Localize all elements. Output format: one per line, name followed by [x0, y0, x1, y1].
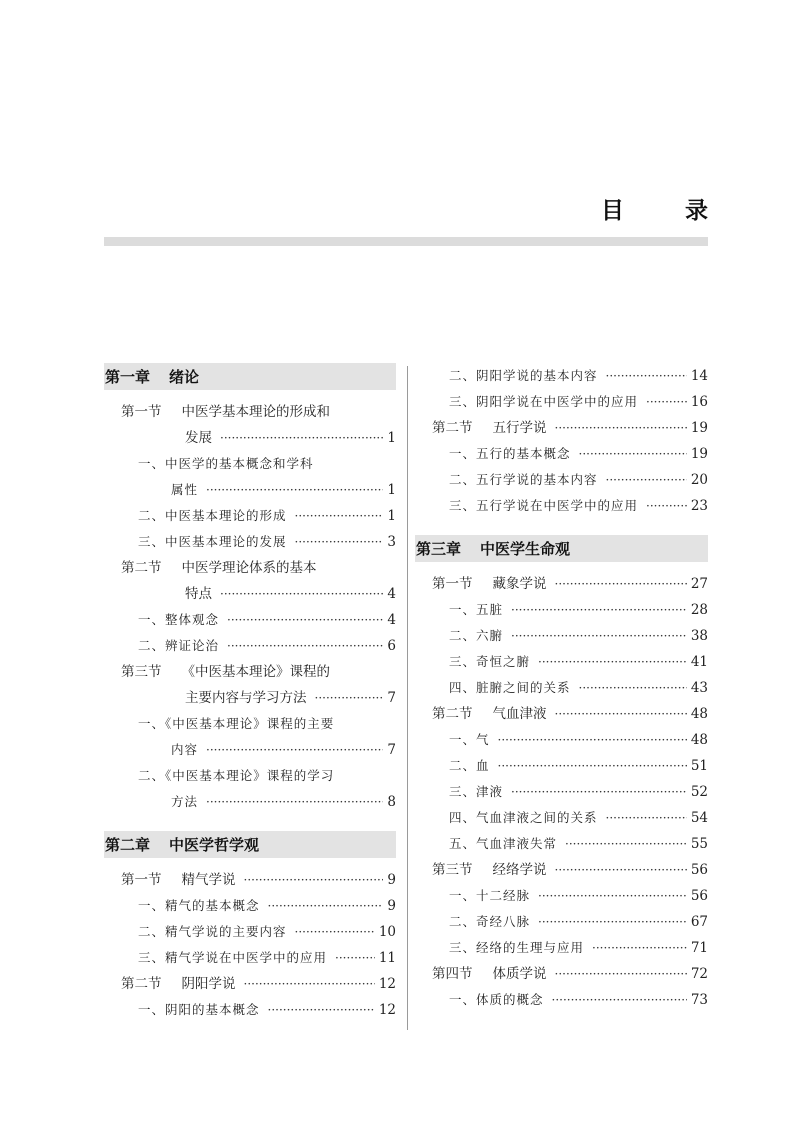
section-title: 经络学说: [492, 862, 547, 878]
entry-label: 方法: [171, 794, 199, 809]
entry-label: 一、十二经脉: [449, 888, 531, 903]
toc-section-entry[interactable]: [104, 399, 396, 425]
page-number: 19: [690, 446, 708, 462]
chapter-number: 第一章: [105, 368, 151, 386]
page-number: 71: [690, 940, 708, 956]
toc-section-entry[interactable]: [415, 415, 708, 441]
toc-entry[interactable]: [415, 493, 708, 519]
page-number: 1: [387, 508, 396, 524]
page-number: 10: [378, 924, 396, 940]
page-number: 8: [387, 794, 396, 810]
page-number: 9: [387, 898, 396, 914]
chapter-heading[interactable]: [104, 363, 396, 390]
page-number: 9: [387, 872, 396, 888]
page-title: 目 录: [601, 198, 727, 224]
entry-label: 一、中医学的基本概念和学科: [138, 456, 314, 471]
spacer: [415, 562, 708, 571]
dot-leader: [244, 971, 375, 997]
dot-leader: [606, 805, 687, 831]
dot-leader: [592, 935, 687, 961]
entry-label: [432, 857, 547, 883]
dot-leader: [268, 997, 375, 1023]
dot-leader: [552, 987, 687, 1013]
entry-label: 二、五行学说的基本内容: [449, 472, 598, 487]
page-number: 16: [690, 394, 708, 410]
chapter-number: 第二章: [105, 836, 151, 854]
dot-leader: [244, 867, 384, 893]
section-number: 第二节: [432, 420, 473, 436]
dot-leader: [498, 753, 687, 779]
entry-label: [432, 415, 547, 441]
toc-section-entry[interactable]: [104, 867, 396, 893]
spacer: [104, 858, 396, 867]
toc-section-entry[interactable]: [104, 659, 396, 685]
entry-label: 四、气血津液之间的关系: [449, 810, 598, 825]
section-number: 第一节: [121, 404, 162, 420]
dot-leader: [206, 477, 383, 503]
page-number: 4: [387, 612, 396, 628]
toc-entry[interactable]: [415, 675, 708, 701]
entry-label: 一、《中医基本理论》课程的主要: [138, 716, 335, 731]
toc-right-column: [415, 363, 708, 1013]
toc-entry[interactable]: [104, 997, 396, 1023]
dot-leader: [555, 961, 687, 987]
section-number: 第二节: [121, 976, 162, 992]
entry-label: 三、津液: [449, 784, 504, 799]
dot-leader: [579, 675, 687, 701]
page-number: 56: [690, 862, 708, 878]
toc-entry[interactable]: [104, 503, 396, 529]
toc-entry[interactable]: [104, 451, 396, 477]
toc-entry[interactable]: [415, 727, 708, 753]
entry-label: [432, 571, 547, 597]
entry-label: 二、《中医基本理论》课程的学习: [138, 768, 335, 783]
page-number: 11: [378, 950, 396, 966]
chapter-title: 中医学哲学观: [169, 836, 260, 854]
page-number: 38: [690, 628, 708, 644]
toc-entry[interactable]: [415, 883, 708, 909]
dot-leader: [555, 701, 687, 727]
toc-entry[interactable]: [415, 753, 708, 779]
toc-entry[interactable]: [415, 467, 708, 493]
entry-label: [121, 555, 317, 581]
toc-entry[interactable]: [104, 425, 396, 451]
toc-entry[interactable]: [415, 623, 708, 649]
toc-entry[interactable]: [415, 389, 708, 415]
entry-label: 四、脏腑之间的关系: [449, 680, 571, 695]
toc-section-entry[interactable]: [415, 701, 708, 727]
chapter-heading[interactable]: [415, 535, 708, 562]
dot-leader: [606, 467, 687, 493]
toc-entry[interactable]: [104, 581, 396, 607]
section-number: 第四节: [432, 966, 473, 982]
page-number: 73: [690, 992, 708, 1008]
spacer: [415, 519, 708, 535]
dot-leader: [511, 779, 687, 805]
toc-section-entry[interactable]: [415, 571, 708, 597]
dot-leader: [295, 919, 375, 945]
entry-label: [432, 961, 547, 987]
entry-label: 发展: [185, 430, 212, 446]
dot-leader: [538, 909, 687, 935]
entry-label: 一、阴阳的基本概念: [138, 1002, 260, 1017]
section-title: 精气学说: [181, 872, 236, 888]
page-number: 27: [690, 576, 708, 592]
entry-label: [121, 971, 236, 997]
section-title: 阴阳学说: [181, 976, 236, 992]
toc-entry[interactable]: [104, 607, 396, 633]
page-number: 48: [690, 732, 708, 748]
section-number: 第三节: [432, 862, 473, 878]
section-number: 第二节: [432, 706, 473, 722]
toc-entry[interactable]: [104, 893, 396, 919]
page-number: 12: [378, 976, 396, 992]
toc-left-column: [104, 363, 396, 1023]
dot-leader: [315, 685, 384, 711]
entry-label: 一、整体观念: [138, 612, 220, 627]
dot-leader: [220, 581, 383, 607]
page-number: 1: [387, 430, 396, 446]
toc-section-entry[interactable]: [415, 857, 708, 883]
entry-label: [121, 399, 330, 425]
page-number: 20: [690, 472, 708, 488]
toc-entry[interactable]: [104, 711, 396, 737]
entry-label: 一、五行的基本概念: [449, 446, 571, 461]
entry-label: 五、气血津液失常: [449, 836, 558, 851]
toc-entry[interactable]: [415, 987, 708, 1013]
dot-leader: [646, 493, 687, 519]
dot-leader: [206, 789, 383, 815]
dot-leader: [511, 623, 687, 649]
dot-leader: [295, 529, 384, 555]
page-number: 4: [387, 586, 396, 602]
section-title: 五行学说: [492, 420, 547, 436]
entry-label: [121, 867, 236, 893]
entry-label: 三、阴阳学说在中医学中的应用: [449, 394, 639, 409]
page-number: 51: [690, 758, 708, 774]
toc-entry[interactable]: [415, 831, 708, 857]
page-number: 7: [387, 690, 396, 706]
title-underline: [104, 237, 708, 246]
toc-entry[interactable]: [104, 477, 396, 503]
section-title: 藏象学说: [492, 576, 547, 592]
entry-label: 一、气: [449, 732, 490, 747]
toc-entry[interactable]: [415, 909, 708, 935]
page-number: 41: [690, 654, 708, 670]
entry-label: 一、精气的基本概念: [138, 898, 260, 913]
dot-leader: [606, 363, 687, 389]
page-number: 7: [387, 742, 396, 758]
entry-label: 三、中医基本理论的发展: [138, 534, 287, 549]
entry-label: 特点: [185, 586, 212, 602]
entry-label: [432, 701, 547, 727]
page-number: 14: [690, 368, 708, 384]
section-number: 第二节: [121, 560, 162, 576]
entry-label: 二、辨证论治: [138, 638, 220, 653]
page-number: 67: [690, 914, 708, 930]
entry-label: 属性: [171, 482, 199, 497]
section-title: 气血津液: [492, 706, 547, 722]
dot-leader: [268, 893, 384, 919]
section-title: 中医学理论体系的基本: [181, 560, 317, 576]
dot-leader: [295, 503, 384, 529]
entry-label: 三、五行学说在中医学中的应用: [449, 498, 639, 513]
page-number: 19: [690, 420, 708, 436]
section-number: 第三节: [121, 664, 162, 680]
entry-label: 二、血: [449, 758, 490, 773]
section-number: 第一节: [121, 872, 162, 888]
toc-entry[interactable]: [104, 737, 396, 763]
toc-entry[interactable]: [104, 763, 396, 789]
page-number: 12: [378, 1002, 396, 1018]
dot-leader: [498, 727, 687, 753]
dot-leader: [579, 441, 687, 467]
toc-entry[interactable]: [104, 945, 396, 971]
page-number: 52: [690, 784, 708, 800]
page-number: 55: [690, 836, 708, 852]
entry-label: 二、奇经八脉: [449, 914, 531, 929]
spacer: [104, 815, 396, 831]
chapter-number: 第三章: [416, 540, 462, 558]
page-number: 72: [690, 966, 708, 982]
dot-leader: [511, 597, 687, 623]
dot-leader: [335, 945, 375, 971]
dot-leader: [646, 389, 687, 415]
entry-label: 一、体质的概念: [449, 992, 544, 1007]
page-number: 6: [387, 638, 396, 654]
toc-entry[interactable]: [415, 441, 708, 467]
dot-leader: [227, 607, 383, 633]
page-number: 48: [690, 706, 708, 722]
dot-leader: [565, 831, 687, 857]
toc-entry[interactable]: [415, 363, 708, 389]
toc-entry[interactable]: [104, 685, 396, 711]
chapter-title: 绪论: [169, 368, 200, 386]
page-number: 3: [387, 534, 396, 550]
toc-entry[interactable]: [415, 935, 708, 961]
chapter-heading[interactable]: [104, 831, 396, 858]
toc-section-entry[interactable]: [104, 971, 396, 997]
page-number: 43: [690, 680, 708, 696]
page-number: 56: [690, 888, 708, 904]
toc-entry[interactable]: [415, 805, 708, 831]
toc-entry[interactable]: [415, 597, 708, 623]
entry-label: 二、阴阳学说的基本内容: [449, 368, 598, 383]
toc-section-entry[interactable]: [415, 961, 708, 987]
dot-leader: [538, 649, 687, 675]
dot-leader: [538, 883, 687, 909]
toc-entry[interactable]: [104, 919, 396, 945]
toc-entry[interactable]: [415, 649, 708, 675]
page-number: 1: [387, 482, 396, 498]
section-title: 中医学基本理论的形成和: [181, 404, 330, 420]
dot-leader: [227, 633, 383, 659]
dot-leader: [555, 857, 687, 883]
toc-entry[interactable]: [104, 529, 396, 555]
toc-entry[interactable]: [415, 779, 708, 805]
toc-section-entry[interactable]: [104, 555, 396, 581]
toc-entry[interactable]: [104, 633, 396, 659]
chapter-title: 中医学生命观: [480, 540, 571, 558]
spacer: [104, 390, 396, 399]
entry-label: 三、经络的生理与应用: [449, 940, 585, 955]
column-divider: [407, 366, 408, 1030]
dot-leader: [220, 425, 383, 451]
entry-label: [121, 659, 330, 685]
entry-label: 二、精气学说的主要内容: [138, 924, 287, 939]
page-number: 23: [690, 498, 708, 514]
dot-leader: [555, 571, 687, 597]
entry-label: 二、六腑: [449, 628, 504, 643]
entry-label: 二、中医基本理论的形成: [138, 508, 287, 523]
toc-entry[interactable]: [104, 789, 396, 815]
entry-label: 一、五脏: [449, 602, 504, 617]
entry-label: 三、精气学说在中医学中的应用: [138, 950, 328, 965]
entry-label: 主要内容与学习方法: [185, 690, 307, 706]
section-number: 第一节: [432, 576, 473, 592]
page-number: 28: [690, 602, 708, 618]
section-title: 体质学说: [492, 966, 547, 982]
entry-label: 三、奇恒之腑: [449, 654, 531, 669]
dot-leader: [555, 415, 687, 441]
entry-label: 内容: [171, 742, 199, 757]
dot-leader: [206, 737, 383, 763]
page-number: 54: [690, 810, 708, 826]
section-title: 《中医基本理论》课程的: [181, 664, 330, 680]
